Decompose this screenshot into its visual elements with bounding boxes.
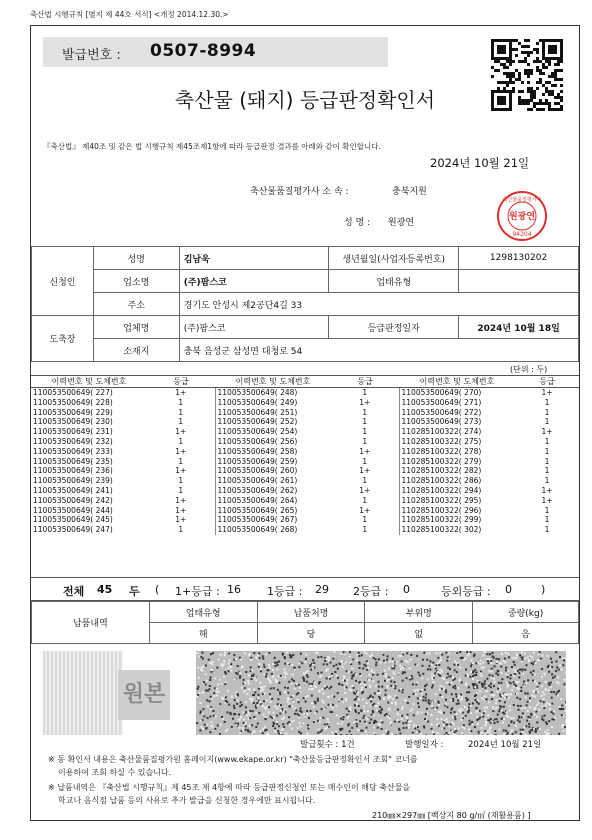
grade-cell: 1+ bbox=[541, 485, 553, 495]
assessor-label: 축산물품질평가사 소 속 : bbox=[250, 187, 349, 197]
note-line: ※ 납품내역은 『축산법 시행규칙』제 45조 제 4항에 따라 등급판정신청인 또는 매수인이 해당 축산물을 bbox=[48, 783, 411, 792]
paper-spec: 210㎜×297㎜ [백상지 80 g/㎡ (재활용품) ] bbox=[372, 811, 531, 820]
delivery-header: 납품처명 bbox=[257, 602, 365, 623]
trace-number-cell: 110053500649( 242) bbox=[33, 495, 113, 505]
note-line: 이용하여 조회 하실 수 있습니다. bbox=[58, 768, 172, 777]
grade-cell: 1 bbox=[331, 476, 399, 486]
grade-row bbox=[31, 417, 579, 427]
total-label: 전체 bbox=[63, 585, 85, 598]
issue-date-label: 발행일자 : bbox=[405, 740, 444, 750]
trace-number-cell: 110053500649( 267) bbox=[217, 515, 298, 525]
biztype-label: 업태유형 bbox=[329, 270, 459, 293]
applicant-table bbox=[31, 246, 579, 362]
grade-row bbox=[31, 457, 579, 467]
grade-cell: 1 bbox=[331, 525, 399, 535]
grade-cell: 1 bbox=[331, 427, 399, 437]
grade-cell: 1 bbox=[147, 408, 215, 418]
grade-cell: 1+ bbox=[331, 447, 399, 457]
grade-cell: 1+ bbox=[147, 515, 215, 525]
trace-number-cell: 110053500649( 262) bbox=[217, 485, 298, 495]
grade-row bbox=[31, 525, 579, 535]
trace-number-cell: 110053500649( 251) bbox=[217, 407, 298, 417]
trace-number-cell: 110053500649( 229) bbox=[33, 407, 113, 417]
slaughter-company-value: (주)팜스코 bbox=[179, 316, 329, 339]
trace-number-cell: 110285100322( 299) bbox=[401, 515, 482, 525]
certificate-date: 2024년 10월 21일 bbox=[430, 156, 530, 170]
grade-header: 등급 bbox=[147, 376, 215, 388]
grade-header: 이력번호 및 도체번호 bbox=[215, 376, 331, 388]
location-label: 소재지 bbox=[93, 339, 179, 362]
unit-label: (단위 : 두) bbox=[510, 365, 548, 374]
grade-cell: 1+ bbox=[147, 466, 215, 476]
grade-cell: 1 bbox=[331, 388, 399, 398]
trace-number-cell: 110285100322( 275) bbox=[401, 436, 482, 446]
trace-number-cell: 110053500649( 249) bbox=[217, 397, 298, 407]
out-grade-count: 0 bbox=[505, 583, 512, 596]
trace-number-cell: 110053500649( 254) bbox=[217, 427, 298, 437]
trace-number-cell: 110053500649( 252) bbox=[217, 417, 298, 427]
grade-row bbox=[31, 388, 579, 398]
trace-number-cell: 110053500649( 235) bbox=[33, 456, 113, 466]
grade-cell: 1+ bbox=[147, 496, 215, 506]
grade-cell: 1 bbox=[544, 505, 550, 515]
trace-number-cell: 110285100322( 294) bbox=[401, 485, 482, 495]
biztype-value bbox=[459, 270, 579, 293]
company-label: 업소명 bbox=[93, 270, 179, 293]
grade-cell: 1 bbox=[147, 437, 215, 447]
trace-number-cell: 110053500649( 260) bbox=[217, 466, 298, 476]
grade-cell: 1 bbox=[544, 456, 550, 466]
grade-cell: 1 bbox=[544, 407, 550, 417]
grade-row bbox=[31, 437, 579, 447]
applicant-name-label: 성명 bbox=[93, 247, 179, 270]
delivery-header: 중량(kg) bbox=[473, 602, 579, 623]
trace-number-cell: 110053500649( 271) bbox=[401, 397, 482, 407]
grade-cell: 1 bbox=[544, 476, 550, 486]
security-noise-pattern bbox=[196, 651, 566, 735]
trace-number-cell: 110053500649( 248) bbox=[217, 388, 298, 397]
grade-table bbox=[31, 375, 579, 535]
form-note: 축산법 시행규칙 [별지 제 44호 서식] <개정 2014.12.30.> bbox=[30, 10, 229, 19]
slaughter-company-label: 업체명 bbox=[93, 316, 179, 339]
grade-cell: 1 bbox=[544, 397, 550, 407]
trace-number-cell: 110053500649( 236) bbox=[33, 466, 113, 476]
grade-cell: 1 bbox=[331, 496, 399, 506]
grade-cell: 1 bbox=[147, 525, 215, 535]
grade-row bbox=[31, 476, 579, 486]
applicant-section-label: 신청인 bbox=[32, 247, 94, 316]
svg-text:94204: 94204 bbox=[512, 231, 532, 238]
intro-text: 『축산법』 제40조 및 같은 법 시행규칙 제45조제1항에 따라 등급판정 결과를 아래와 같이 확인합니다. bbox=[43, 142, 381, 151]
grade-cell: 1 bbox=[544, 436, 550, 446]
trace-number-cell: 110285100322( 278) bbox=[401, 446, 482, 456]
issue-number-label: 발급번호 : bbox=[62, 48, 121, 63]
grade-cell: 1 bbox=[147, 457, 215, 467]
delivery-value: 당 bbox=[257, 623, 365, 644]
trace-number-cell: 110285100322( 295) bbox=[401, 495, 482, 505]
grade-cell: 1+ bbox=[147, 388, 215, 398]
trace-number-cell: 110053500649( 241) bbox=[33, 485, 113, 495]
grade2-count: 0 bbox=[403, 583, 410, 596]
grade1p-label: 1+등급 : bbox=[175, 585, 220, 598]
assessor-value: 충북지원 bbox=[392, 187, 427, 197]
name-value: 원광연 bbox=[388, 218, 415, 228]
security-pattern bbox=[43, 651, 123, 735]
trace-number-cell: 110285100322( 296) bbox=[401, 505, 482, 515]
slaughter-section-label: 도축장 bbox=[32, 316, 94, 362]
delivery-header: 부위명 bbox=[365, 602, 473, 623]
grade-cell: 1+ bbox=[541, 388, 553, 397]
trace-number-cell: 110053500649( 239) bbox=[33, 476, 113, 486]
trace-number-cell: 110053500649( 227) bbox=[33, 388, 113, 397]
grade-cell: 1 bbox=[147, 398, 215, 408]
grade-cell: 1+ bbox=[541, 427, 553, 437]
issue-number: 0507-8994 bbox=[150, 41, 257, 61]
grade-cell: 1 bbox=[544, 466, 550, 476]
grade-header: 등급 bbox=[515, 376, 579, 388]
grade-header: 이력번호 및 도체번호 bbox=[31, 376, 147, 388]
grade-cell: 1 bbox=[544, 515, 550, 525]
trace-number-cell: 110285100322( 279) bbox=[401, 456, 482, 466]
grade1p-count: 16 bbox=[227, 583, 241, 596]
grade-row bbox=[31, 408, 579, 418]
trace-number-cell: 110053500649( 264) bbox=[217, 495, 298, 505]
location-value: 충북 음성군 삼성면 대청로 54 bbox=[179, 339, 578, 362]
name-label: 성 명 : bbox=[344, 218, 371, 228]
address-label: 주소 bbox=[93, 293, 179, 316]
grade-header: 등급 bbox=[331, 376, 399, 388]
grading-date-label: 등급판정일자 bbox=[329, 316, 459, 339]
grade-header: 이력번호 및 도체번호 bbox=[399, 376, 515, 388]
grade-cell: 1+ bbox=[541, 495, 553, 505]
grade-cell: 1 bbox=[544, 525, 550, 535]
grade-cell: 1+ bbox=[147, 427, 215, 437]
delivery-value: 음 bbox=[473, 623, 579, 644]
note-line: ※ 동 확인서 내용은 축산물품질평가원 홈페이지(www.ekape.or.kr) "축산물등급판정확인서 조회" 코너를 bbox=[48, 755, 418, 764]
trace-number-cell: 110053500649( 265) bbox=[217, 505, 298, 515]
grade-cell: 1 bbox=[331, 457, 399, 467]
page-title: 축산물 (돼지) 등급판정확인서 bbox=[174, 88, 436, 112]
grade-cell: 1+ bbox=[331, 466, 399, 476]
totals-close-paren: ) bbox=[541, 583, 546, 596]
trace-number-cell: 110053500649( 230) bbox=[33, 417, 113, 427]
birth-value: 1298130202 bbox=[459, 247, 579, 270]
issue-count: 발급횟수 : 1건 bbox=[300, 740, 355, 750]
grade-row bbox=[31, 515, 579, 525]
trace-number-cell: 110053500649( 247) bbox=[33, 525, 113, 535]
trace-number-cell: 110053500649( 245) bbox=[33, 515, 113, 525]
company-value: (주)팜스코 bbox=[179, 270, 329, 293]
official-seal-icon bbox=[496, 190, 548, 242]
grade-cell: 1+ bbox=[331, 506, 399, 516]
address-value: 경기도 안성시 제2공단4길 33 bbox=[179, 293, 578, 316]
trace-number-cell: 110053500649( 233) bbox=[33, 446, 113, 456]
note-line: 학교나 음식점 납품 등의 사유로 추가 발급을 신청한 경우에만 표시됩니다. bbox=[58, 796, 316, 805]
grade-cell: 1+ bbox=[147, 447, 215, 457]
totals-bar bbox=[31, 577, 579, 601]
grade-cell: 1 bbox=[147, 476, 215, 486]
trace-number-cell: 110285100322( 286) bbox=[401, 476, 482, 486]
grade-row bbox=[31, 427, 579, 437]
trace-number-cell: 110053500649( 244) bbox=[33, 505, 113, 515]
grade1-count: 29 bbox=[315, 583, 329, 596]
trace-number-cell: 110053500649( 270) bbox=[401, 388, 482, 397]
grade-cell: 1 bbox=[331, 437, 399, 447]
grade-cell: 1+ bbox=[331, 398, 399, 408]
total-count: 45 bbox=[97, 583, 113, 596]
out-grade-label: 등외등급 : bbox=[441, 585, 491, 598]
grade-row bbox=[31, 466, 579, 476]
trace-number-cell: 110053500649( 256) bbox=[217, 436, 298, 446]
grade-row bbox=[31, 496, 579, 506]
grade-cell: 1 bbox=[331, 515, 399, 525]
delivery-label: 납품내역 bbox=[32, 602, 150, 644]
grade-cell: 1 bbox=[544, 417, 550, 427]
grade1-label: 1등급 : bbox=[267, 585, 303, 598]
grading-date-value: 2024년 10월 18일 bbox=[459, 316, 579, 339]
issue-date-value: 2024년 10월 21일 bbox=[468, 740, 542, 750]
total-unit: 두 bbox=[129, 585, 140, 598]
trace-number-cell: 110285100322( 274) bbox=[401, 427, 482, 437]
grade-row bbox=[31, 486, 579, 496]
birth-label: 생년월일(사업자등록번호) bbox=[329, 247, 459, 270]
delivery-value: 없 bbox=[365, 623, 473, 644]
trace-number-cell: 110053500649( 232) bbox=[33, 436, 113, 446]
svg-text:원광연: 원광연 bbox=[508, 212, 536, 222]
trace-number-cell: 110053500649( 231) bbox=[33, 427, 113, 437]
grade-cell: 1 bbox=[331, 408, 399, 418]
trace-number-cell: 110053500649( 261) bbox=[217, 476, 298, 486]
trace-number-cell: 110285100322( 282) bbox=[401, 466, 482, 476]
totals-open-paren: ( bbox=[155, 583, 160, 596]
delivery-table bbox=[31, 601, 579, 644]
original-mark: 원본 bbox=[118, 670, 170, 720]
applicant-name: 김남욱 bbox=[179, 247, 329, 270]
trace-number-cell: 110053500649( 273) bbox=[401, 417, 482, 427]
grade-row bbox=[31, 447, 579, 457]
grade-cell: 1 bbox=[147, 417, 215, 427]
grade-cell: 1 bbox=[147, 486, 215, 496]
grade-cell: 1+ bbox=[331, 486, 399, 496]
svg-text:축산물품질평가사: 축산물품질평가사 bbox=[502, 197, 542, 203]
grade-cell: 1+ bbox=[147, 506, 215, 516]
delivery-value: 해 bbox=[149, 623, 257, 644]
trace-number-cell: 110053500649( 228) bbox=[33, 397, 113, 407]
grade2-label: 2등급 : bbox=[353, 585, 389, 598]
qr-code-icon bbox=[491, 39, 563, 111]
grade-cell: 1 bbox=[331, 417, 399, 427]
grade-cell: 1 bbox=[544, 446, 550, 456]
trace-number-cell: 110053500649( 258) bbox=[217, 446, 298, 456]
trace-number-cell: 110285100322( 302) bbox=[401, 525, 482, 535]
grade-row bbox=[31, 398, 579, 408]
trace-number-cell: 110053500649( 259) bbox=[217, 456, 298, 466]
delivery-header: 업태유형 bbox=[149, 602, 257, 623]
grade-row bbox=[31, 506, 579, 516]
trace-number-cell: 110053500649( 268) bbox=[217, 525, 298, 535]
trace-number-cell: 110053500649( 272) bbox=[401, 407, 482, 417]
